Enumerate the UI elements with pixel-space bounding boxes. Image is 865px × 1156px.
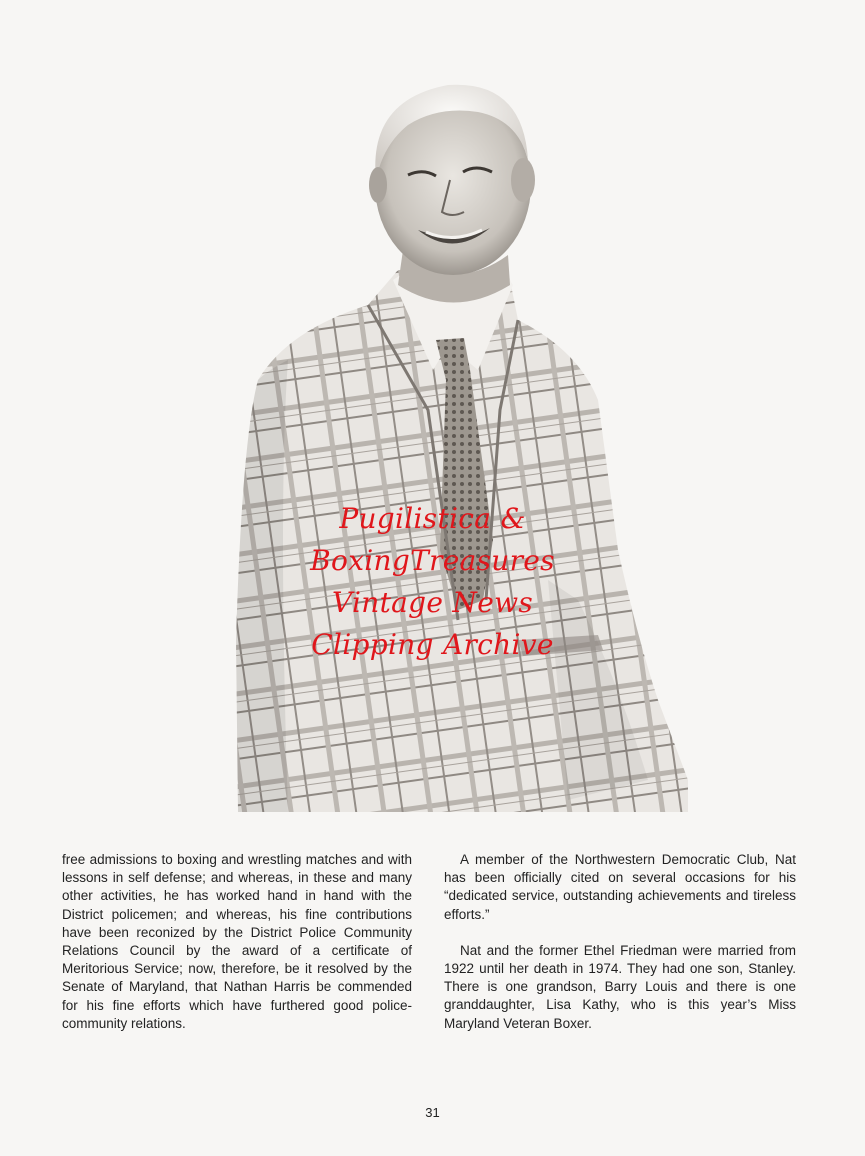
watermark-line: Pugilistica & <box>339 502 526 535</box>
body-paragraph: Nat and the former Ethel Friedman were married from 1922 until her death in 1974. They had one son, Stanley. There is one grandson, Barry Louis and there is one granddaughter, Lisa Kathy, who is this year’s Miss Maryland Veteran Boxer. <box>444 942 796 1031</box>
watermark-line: BoxingTreasures <box>310 544 555 577</box>
body-paragraph: free admissions to boxing and wrestling matches and with lessons in self defense; and whereas, in these and many other activities, he has worked hand in hand with the District policemen; and whereas, his fine contributions have been reconized by the District Police Community Relations Council by the award of a certificate of Meritorious Service; now, therefore, be it resolved by the Senate of Maryland, that Nathan Harris be commended for his fine efforts which have furthered good police-community relations. <box>62 852 412 1031</box>
right-column <box>444 851 796 1051</box>
page-number: 31 <box>425 1105 440 1120</box>
watermark <box>250 498 615 666</box>
portrait-photo <box>218 80 688 812</box>
left-column <box>62 851 412 1051</box>
watermark-line: Clipping Archive <box>311 628 554 661</box>
body-paragraph: A member of the Northwestern Democratic Club, Nat has been officially cited on several occasions for his “dedicated service, outstanding achievements and tireless efforts.” <box>444 852 796 922</box>
watermark-line: Vintage News <box>331 586 534 619</box>
